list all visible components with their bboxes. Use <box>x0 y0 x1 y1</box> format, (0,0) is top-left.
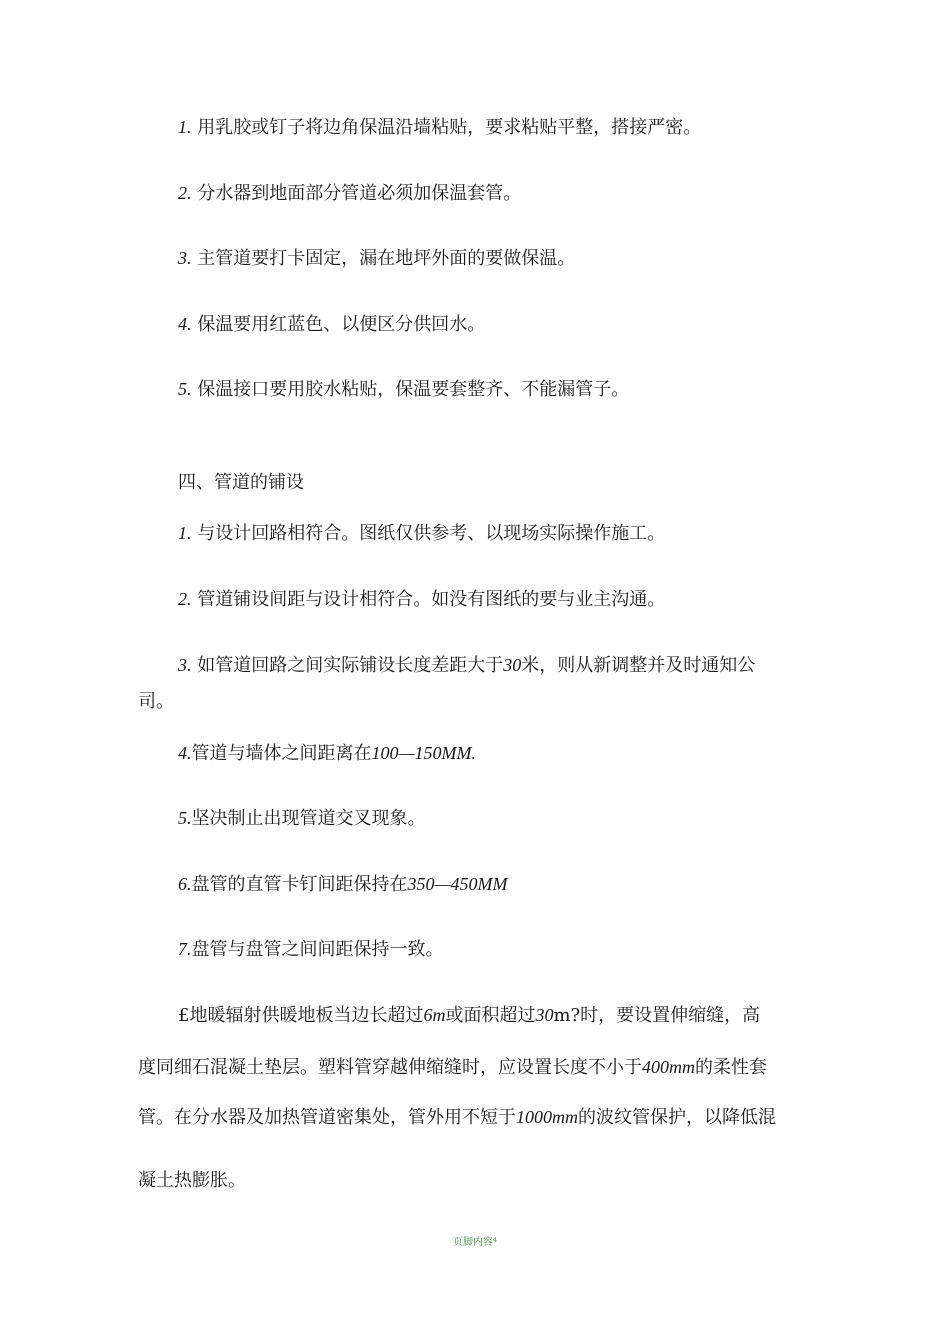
list-text: 管道铺设间距与设计相符合。如没有图纸的要与业主沟通。 <box>197 589 666 610</box>
list-number: 1. <box>178 117 192 137</box>
laying-item-2 <box>178 587 665 612</box>
list-number: 4. <box>178 743 192 763</box>
insulation-item-5 <box>178 377 629 402</box>
laying-item-6 <box>178 872 508 897</box>
insulation-item-2 <box>178 181 521 206</box>
list-text-continued: 米，则从新调整并及时通知公 <box>521 655 756 676</box>
paragraph-line-2 <box>138 1055 767 1080</box>
list-number: 1. <box>178 523 192 543</box>
paragraph-line-3 <box>138 1105 776 1130</box>
laying-item-7 <box>178 937 444 962</box>
laying-item-3-wrap: 司。 <box>138 691 174 712</box>
paragraph-text: £地暖辐射供暖地板当边长超过 <box>178 1005 424 1026</box>
laying-item-1 <box>178 521 665 546</box>
paragraph-text: m?时，要设置伸缩缝，高 <box>553 1005 761 1026</box>
list-number: 7. <box>178 939 192 959</box>
paragraph-line-1 <box>178 1003 760 1028</box>
list-text: 坚决制止出现管道交叉现象。 <box>191 808 426 829</box>
inline-value: 30 <box>535 1005 554 1025</box>
inline-value: 30 <box>503 655 522 675</box>
inline-value: 100—150MM. <box>371 743 476 763</box>
list-number: 3. <box>178 248 192 268</box>
page-footer: 页脚内容⁴ <box>452 1237 497 1248</box>
insulation-item-4 <box>178 312 485 337</box>
paragraph-line-4: 凝土热膨胀。 <box>138 1170 246 1191</box>
list-text: 管道与墙体之间距离在 <box>191 743 372 764</box>
list-number: 6. <box>178 874 192 894</box>
list-number: 5. <box>178 808 192 828</box>
inline-value: 350—450MM <box>407 874 508 894</box>
list-text: 保温要用红蓝色、以便区分供回水。 <box>197 314 486 335</box>
laying-item-4 <box>178 741 476 766</box>
paragraph-text: 的波纹管保护，以降低混 <box>578 1107 776 1128</box>
inline-value: 1000mm <box>516 1107 578 1127</box>
list-text: 主管道要打卡固定，漏在地坪外面的要做保温。 <box>197 248 576 269</box>
list-text: 盘管的直管卡钉间距保持在 <box>191 874 408 895</box>
list-text: 用乳胶或钉子将边角保温沿墙粘贴，要求粘贴平整，搭接严密。 <box>197 117 702 138</box>
list-text: 保温接口要用胶水粘贴，保温要套整齐、不能漏管子。 <box>197 379 630 400</box>
list-text: 分水器到地面部分管道必须加保温套管。 <box>197 183 522 204</box>
laying-item-3 <box>178 653 755 678</box>
insulation-item-3 <box>178 246 575 271</box>
inline-value: 6m <box>423 1005 446 1025</box>
section-heading: 四、管道的铺设 <box>178 472 304 493</box>
laying-item-5 <box>178 806 426 831</box>
paragraph-text: 的柔性套 <box>695 1057 767 1078</box>
insulation-item-1 <box>178 115 701 140</box>
paragraph-text: 度同细石混凝土垫层。塑料管穿越伸缩缝时，应设置长度不小于 <box>138 1057 642 1078</box>
paragraph-text: 管。在分水器及加热管道密集处，管外用不短于 <box>138 1107 516 1128</box>
list-number: 4. <box>178 314 192 334</box>
list-number: 5. <box>178 379 192 399</box>
list-number: 3. <box>178 655 192 675</box>
list-number: 2. <box>178 183 192 203</box>
paragraph-text: 或面积超过 <box>445 1005 536 1026</box>
list-number: 2. <box>178 589 192 609</box>
list-text: 盘管与盘管之间间距保持一致。 <box>191 939 444 960</box>
list-text: 如管道回路之间实际铺设长度差距大于 <box>197 655 504 676</box>
list-text: 与设计回路相符合。图纸仅供参考、以现场实际操作施工。 <box>197 523 666 544</box>
inline-value: 400mm <box>642 1057 695 1077</box>
